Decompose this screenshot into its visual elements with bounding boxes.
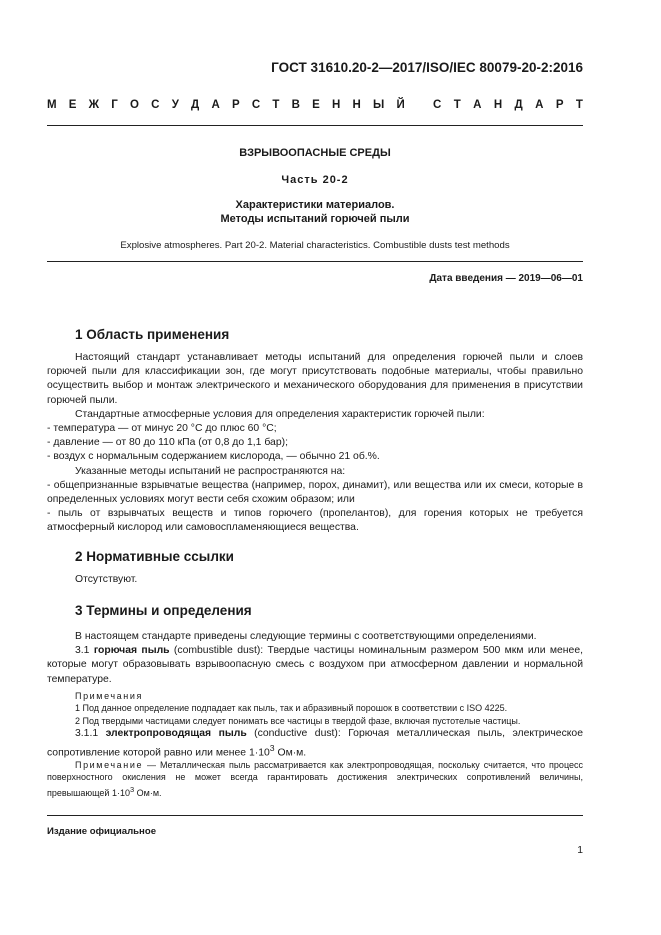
document-part: Часть 20-2 (281, 174, 349, 186)
subtitle-line-2: Методы испытаний горючей пыли (220, 213, 410, 225)
section-3-body (47, 630, 583, 687)
banner-word-interstate: М Е Ж Г О С У Д А Р С Т В Е Н Н Ы Й (47, 99, 405, 111)
title-rule (47, 261, 583, 262)
document-subtitle (47, 198, 583, 226)
paragraph: Отсутствуют. (75, 574, 138, 585)
note-label: Примечание (75, 760, 144, 770)
note-block: Примечание — Металлическая пыль рассматривается как электропроводящая, поскольку считается, что процесс поверхностного окисления не может всегда гарантировать достижения электрических сопротивлений величины, превышающей $1\cdot 10^3$ Ом·м. (47, 760, 583, 798)
definition-conductive-dust: 3.1.1 электропроводящая пыль (conductive dust): Горючая металлическая пыль, электрическое сопротивление которой равно или менее $1\cdot 10^3$ Ом·м. (47, 728, 583, 759)
document-code: ГОСТ 31610.20-2—2017/ISO/IEC 80079-20-2:2016 (271, 60, 583, 75)
footer-rule (47, 815, 583, 816)
list-item: - температура — от минус 20 °С до плюс 60 °С; (47, 423, 277, 435)
note-item: 1 Под данное определение подпадает как пыль, так и абразивный порошок в соответствии с ISO 4225. (75, 703, 508, 714)
notes-block (47, 690, 583, 727)
page-number: 1 (577, 845, 583, 856)
subtitle-line-1: Характеристики материалов. (235, 199, 395, 211)
notes-label: Примечания (75, 691, 143, 701)
banner-word-standard: С Т А Н Д А Р Т (433, 99, 583, 111)
paragraph: Настоящий стандарт устанавливает методы испытаний для определения горючей пыли и слоев горючей пыли для классификации зон, где могут присутствовать подобные материалы, чтобы правильно осуществить выбор и монтаж электрического и механического оборудования для применения в присутствии горючей пыли. (47, 352, 583, 406)
section-2-body (47, 573, 583, 587)
english-title: Explosive atmospheres. Part 20-2. Material characteristics. Combustible dusts test methods (120, 240, 510, 251)
header-rule (47, 125, 583, 126)
list-item: - воздух с нормальным содержанием кислорода, — обычно 21 об.%. (47, 451, 380, 463)
paragraph: Указанные методы испытаний не распространяются на: (75, 465, 346, 477)
list-item: - давление — от 80 до 110 кПа (от 0,8 до 1,1 бар); (47, 437, 288, 449)
section-3-heading: 3 Термины и определения (75, 603, 252, 618)
section-2-heading: 2 Нормативные ссылки (75, 549, 234, 564)
document-title: ВЗРЫВООПАСНЫЕ СРЕДЫ (239, 147, 391, 159)
section-1-heading: 1 Область применения (75, 327, 230, 342)
standard-banner (47, 99, 583, 111)
paragraph: В настоящем стандарте приведены следующие термины с соответствующими определениями. (75, 631, 537, 642)
introduction-date: Дата введения — 2019—06—01 (429, 273, 583, 284)
official-edition: Издание официальное (47, 826, 157, 837)
list-item: - общепризнанные взрывчатые вещества (например, порох, динамит), или вещества или их смеси, которые в определенных условиях могут вести себя схожим образом; или (47, 479, 583, 506)
section-1-body (47, 351, 583, 536)
note-item: 2 Под твердыми частицами следует понимать все частицы в твердой фазе, включая пустотелые частицы. (75, 715, 521, 726)
definition-combustible-dust: 3.1 горючая пыль (combustible dust): Твердые частицы номинальным размером 500 мкм или менее, которые могут образовывать взрывоопасную смесь с воздухом при атмосферном давлении и нормальной температуре. (47, 645, 583, 685)
list-item: - пыль от взрывчатых веществ и типов горючего (пропелантов), для горения которых не требуется атмосферный кислород или самовоспламеняющиеся вещества. (47, 508, 583, 534)
paragraph: Стандартные атмосферные условия для определения характеристик горючей пыли: (75, 408, 485, 420)
